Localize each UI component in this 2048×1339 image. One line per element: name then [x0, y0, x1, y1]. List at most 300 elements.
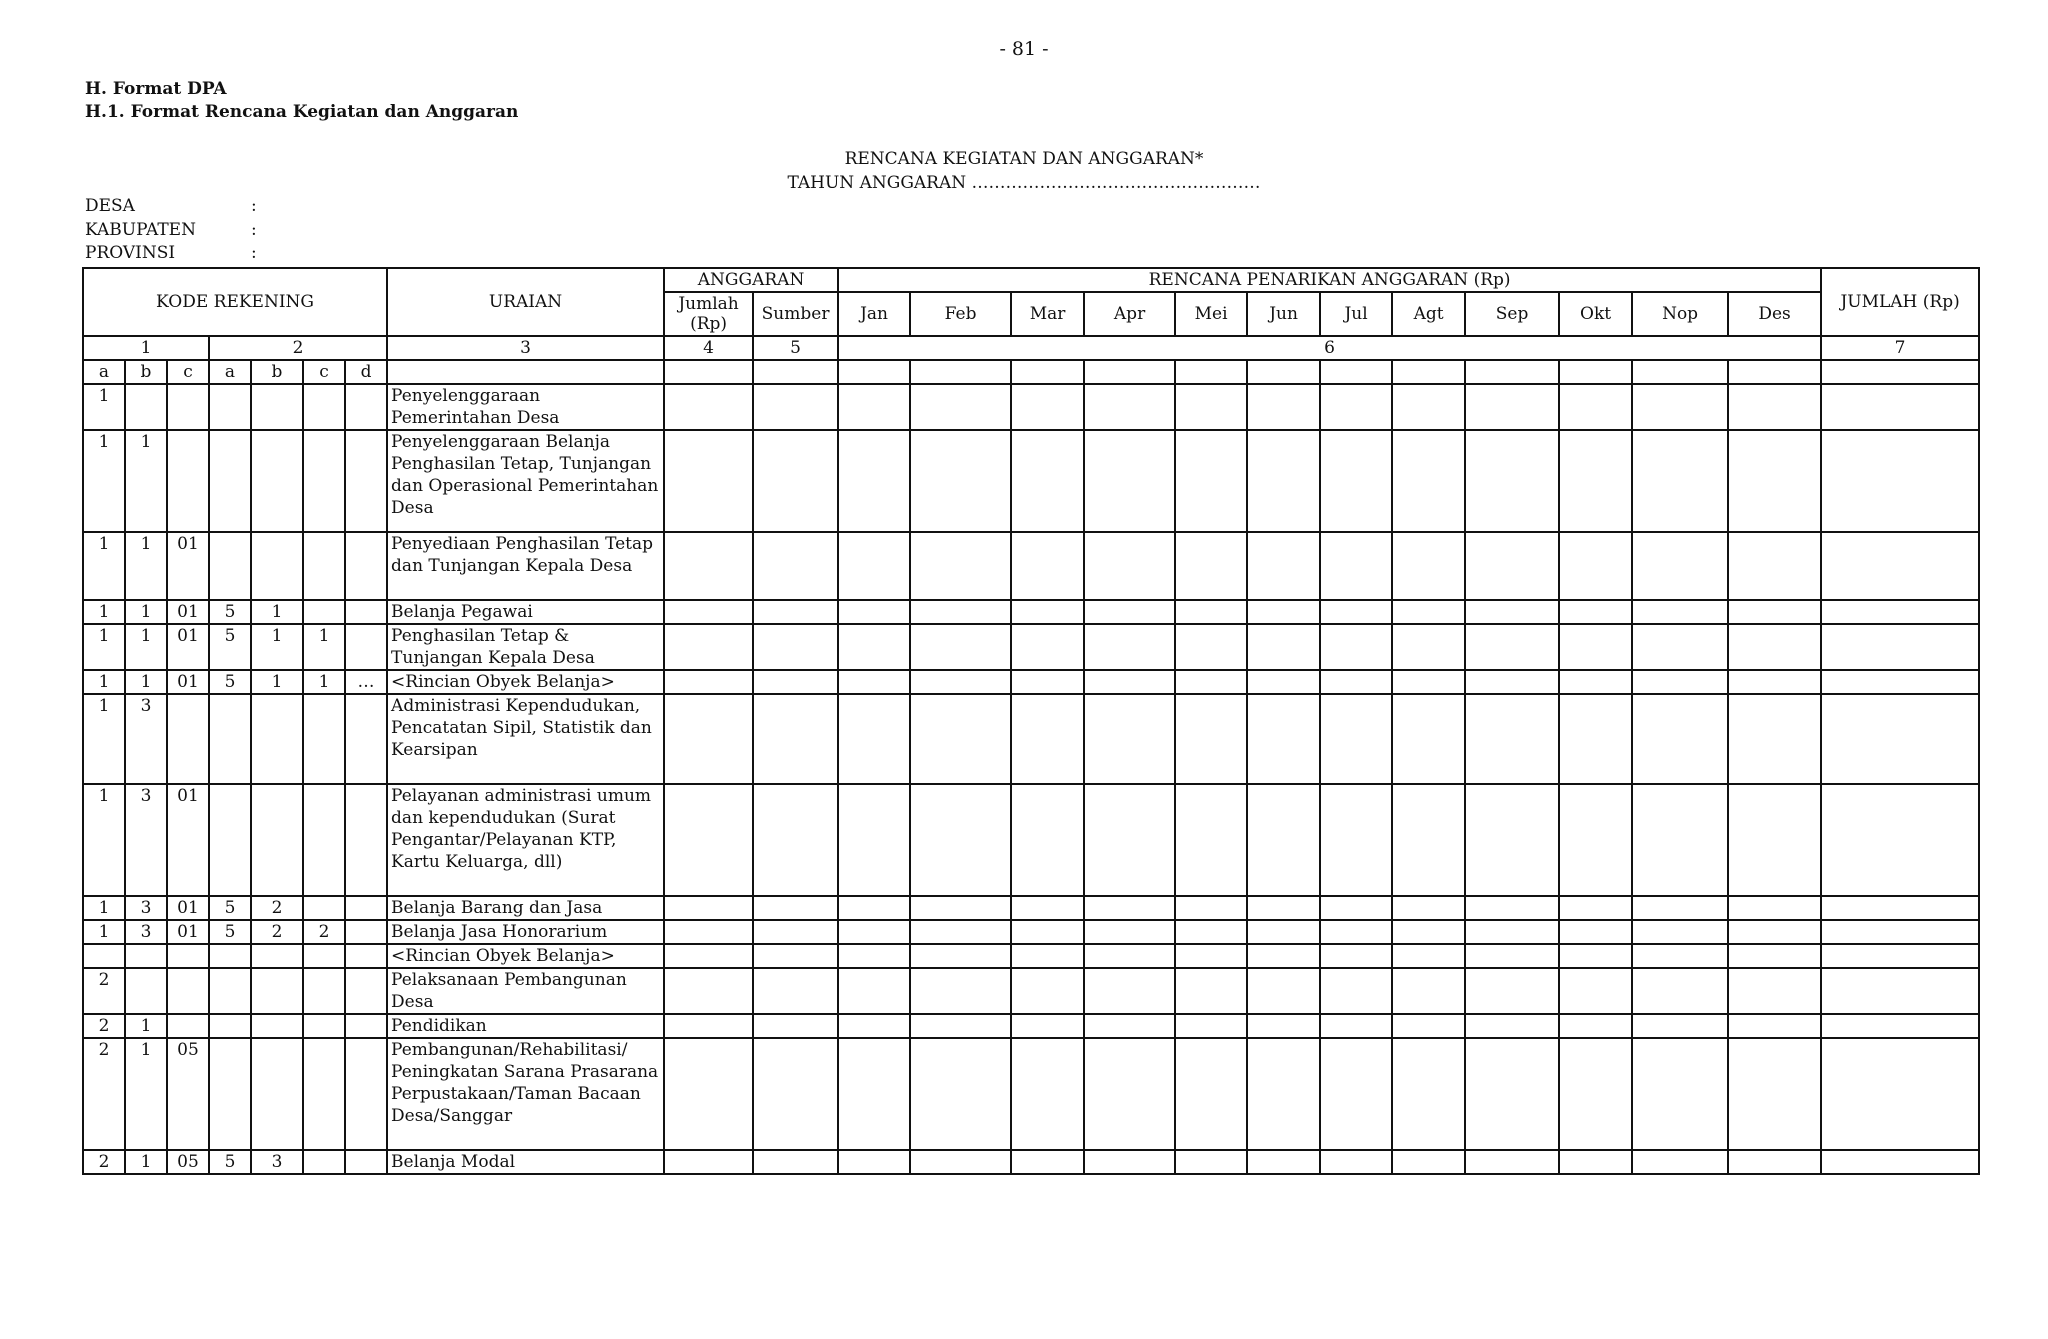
column-number: 2 [209, 336, 387, 360]
code-cell: 05 [167, 1150, 209, 1174]
desa-label: DESA [85, 196, 135, 216]
empty-cell [1084, 920, 1175, 944]
code-cell [303, 1014, 345, 1038]
provinsi-label: PROVINSI [85, 243, 176, 263]
empty-cell [910, 532, 1011, 600]
column-number: 1 [83, 336, 209, 360]
empty-cell [753, 670, 838, 694]
month-header: Apr [1084, 292, 1175, 336]
empty-cell [1632, 694, 1728, 784]
month-header: Mei [1175, 292, 1247, 336]
empty-cell [1011, 384, 1084, 430]
empty-cell [1392, 1038, 1465, 1150]
empty-cell [1084, 968, 1175, 1014]
empty-cell [1247, 1150, 1320, 1174]
empty-cell [1320, 1150, 1392, 1174]
code-cell: 01 [167, 532, 209, 600]
empty-cell [838, 1038, 910, 1150]
uraian-cell: Belanja Barang dan Jasa [387, 896, 664, 920]
document-title: RENCANA KEGIATAN DAN ANGGARAN* [844, 149, 1204, 169]
empty-cell [1465, 384, 1559, 430]
empty-cell [1247, 920, 1320, 944]
empty-cell [1320, 920, 1392, 944]
code-cell [167, 384, 209, 430]
empty-cell [1465, 624, 1559, 670]
code-cell [251, 384, 303, 430]
empty-cell [1559, 1014, 1632, 1038]
code-cell: 1 [125, 624, 167, 670]
empty-cell [1821, 532, 1979, 600]
code-letter: a [83, 360, 125, 384]
empty-cell [1559, 784, 1632, 896]
code-cell [251, 1014, 303, 1038]
code-cell: 1 [83, 784, 125, 896]
uraian-cell: Administrasi Kependudukan, Pencatatan Sipil, Statistik dan Kearsipan [387, 694, 664, 784]
code-cell [209, 384, 251, 430]
empty-cell [1247, 694, 1320, 784]
code-cell: 3 [125, 920, 167, 944]
code-cell [167, 944, 209, 968]
empty-cell [1465, 600, 1559, 624]
empty-cell [910, 360, 1011, 384]
empty-cell [1821, 624, 1979, 670]
empty-cell [1320, 532, 1392, 600]
code-cell [345, 624, 387, 670]
code-cell: 05 [167, 1038, 209, 1150]
empty-cell [1175, 1150, 1247, 1174]
provinsi-colon: : [251, 243, 257, 263]
empty-cell [1084, 1150, 1175, 1174]
empty-cell [838, 384, 910, 430]
empty-cell [1320, 1038, 1392, 1150]
empty-cell [1728, 384, 1821, 430]
code-cell [251, 1038, 303, 1150]
code-cell [251, 430, 303, 532]
code-cell [345, 384, 387, 430]
code-cell: 1 [83, 384, 125, 430]
code-cell [167, 694, 209, 784]
empty-cell [1247, 968, 1320, 1014]
empty-cell [1392, 600, 1465, 624]
empty-cell [1728, 1038, 1821, 1150]
code-cell [303, 784, 345, 896]
empty-cell [910, 1038, 1011, 1150]
empty-cell [1465, 430, 1559, 532]
code-cell [303, 430, 345, 532]
code-cell [303, 1038, 345, 1150]
empty-cell [753, 532, 838, 600]
month-header: Des [1728, 292, 1821, 336]
empty-cell [1011, 360, 1084, 384]
code-cell: 1 [251, 670, 303, 694]
code-cell: 1 [303, 624, 345, 670]
empty-cell [1175, 532, 1247, 600]
empty-cell [1465, 784, 1559, 896]
code-cell [251, 968, 303, 1014]
empty-cell [910, 430, 1011, 532]
empty-cell [664, 896, 753, 920]
table-row [83, 694, 1979, 784]
empty-cell [1175, 360, 1247, 384]
subsection-heading: H.1. Format Rencana Kegiatan dan Anggaran [85, 102, 519, 122]
empty-cell [1728, 784, 1821, 896]
empty-cell [910, 920, 1011, 944]
empty-cell [1392, 1014, 1465, 1038]
empty-cell [1247, 384, 1320, 430]
empty-cell [838, 784, 910, 896]
code-cell [209, 944, 251, 968]
empty-cell [1011, 430, 1084, 532]
empty-cell [910, 670, 1011, 694]
empty-cell [1247, 624, 1320, 670]
code-cell: 1 [83, 920, 125, 944]
empty-cell [1632, 1150, 1728, 1174]
empty-cell [1632, 968, 1728, 1014]
empty-cell [1084, 1038, 1175, 1150]
empty-cell [1175, 944, 1247, 968]
code-cell: 1 [251, 600, 303, 624]
empty-cell [387, 360, 664, 384]
month-header: Feb [910, 292, 1011, 336]
code-cell: 2 [83, 1014, 125, 1038]
empty-cell [838, 1014, 910, 1038]
empty-cell [1011, 944, 1084, 968]
code-cell: 2 [83, 1150, 125, 1174]
empty-cell [1465, 968, 1559, 1014]
empty-cell [838, 944, 910, 968]
code-cell: 1 [125, 1038, 167, 1150]
empty-cell [1559, 600, 1632, 624]
table-row [83, 920, 1979, 944]
code-cell: 01 [167, 896, 209, 920]
code-cell [251, 532, 303, 600]
empty-cell [1320, 896, 1392, 920]
empty-cell [664, 784, 753, 896]
empty-cell [838, 532, 910, 600]
empty-cell [1247, 360, 1320, 384]
empty-cell [1175, 384, 1247, 430]
empty-cell [1728, 600, 1821, 624]
empty-cell [1559, 1150, 1632, 1174]
empty-cell [664, 694, 753, 784]
code-cell: 1 [125, 1014, 167, 1038]
empty-cell [910, 968, 1011, 1014]
empty-cell [1559, 896, 1632, 920]
code-cell [209, 1038, 251, 1150]
empty-cell [1821, 694, 1979, 784]
uraian-cell: Pelayanan administrasi umum dan kependudukan (Surat Pengantar/Pelayanan KTP, Kartu Keluarga, dll) [387, 784, 664, 896]
code-cell: 1 [125, 600, 167, 624]
empty-cell [753, 784, 838, 896]
code-cell [303, 944, 345, 968]
empty-cell [1175, 920, 1247, 944]
empty-cell [1011, 670, 1084, 694]
table-row [83, 670, 1979, 694]
column-number: 3 [387, 336, 664, 360]
code-cell: 1 [83, 896, 125, 920]
code-cell [303, 694, 345, 784]
uraian-header: URAIAN [387, 268, 664, 336]
empty-cell [1392, 532, 1465, 600]
code-cell [209, 694, 251, 784]
empty-cell [753, 896, 838, 920]
empty-cell [1728, 920, 1821, 944]
empty-cell [1247, 1014, 1320, 1038]
empty-cell [664, 1014, 753, 1038]
empty-cell [1392, 624, 1465, 670]
uraian-cell: Belanja Modal [387, 1150, 664, 1174]
empty-cell [1821, 968, 1979, 1014]
empty-cell [753, 694, 838, 784]
empty-cell [1084, 694, 1175, 784]
code-cell: 1 [83, 532, 125, 600]
empty-cell [664, 670, 753, 694]
empty-cell [1728, 896, 1821, 920]
empty-cell [1011, 784, 1084, 896]
empty-cell [1728, 1014, 1821, 1038]
empty-cell [753, 430, 838, 532]
code-cell: 3 [125, 896, 167, 920]
code-cell [345, 532, 387, 600]
code-cell [345, 968, 387, 1014]
empty-cell [1247, 896, 1320, 920]
uraian-cell: Penyelenggaraan Belanja Penghasilan Tetap, Tunjangan dan Operasional Pemerintahan Desa [387, 430, 664, 532]
empty-cell [838, 624, 910, 670]
desa-colon: : [251, 196, 257, 216]
code-letter: d [345, 360, 387, 384]
month-header: Sep [1465, 292, 1559, 336]
uraian-cell: Penyelenggaraan Pemerintahan Desa [387, 384, 664, 430]
empty-cell [1011, 694, 1084, 784]
empty-cell [1320, 694, 1392, 784]
empty-cell [1728, 532, 1821, 600]
empty-cell [753, 624, 838, 670]
empty-cell [1559, 1038, 1632, 1150]
empty-cell [1320, 430, 1392, 532]
empty-cell [1728, 968, 1821, 1014]
uraian-cell: Pendidikan [387, 1014, 664, 1038]
table-row [83, 1150, 1979, 1174]
code-letter: c [167, 360, 209, 384]
code-cell: 2 [251, 920, 303, 944]
code-cell [251, 784, 303, 896]
empty-cell [1632, 360, 1728, 384]
empty-cell [1728, 1150, 1821, 1174]
empty-cell [753, 360, 838, 384]
empty-cell [1728, 670, 1821, 694]
code-cell: 01 [167, 784, 209, 896]
table-row [83, 430, 1979, 532]
empty-cell [1320, 384, 1392, 430]
table-row [83, 1014, 1979, 1038]
code-cell: 1 [303, 670, 345, 694]
code-cell [167, 968, 209, 1014]
empty-cell [1247, 1038, 1320, 1150]
empty-cell [1632, 430, 1728, 532]
empty-cell [1084, 430, 1175, 532]
empty-cell [1821, 784, 1979, 896]
empty-cell [1084, 896, 1175, 920]
empty-cell [910, 944, 1011, 968]
code-cell [303, 968, 345, 1014]
empty-cell [1175, 968, 1247, 1014]
code-cell [345, 1014, 387, 1038]
empty-cell [1392, 896, 1465, 920]
code-cell: 3 [125, 694, 167, 784]
empty-cell [1175, 896, 1247, 920]
empty-cell [1175, 1014, 1247, 1038]
empty-cell [1465, 1038, 1559, 1150]
jumlah-total-header: JUMLAH (Rp) [1821, 268, 1979, 336]
table-row [83, 896, 1979, 920]
page-number: - 81 - [999, 38, 1049, 60]
empty-cell [1011, 896, 1084, 920]
code-letter: c [303, 360, 345, 384]
empty-cell [1320, 600, 1392, 624]
code-cell [345, 920, 387, 944]
table-row [83, 600, 1979, 624]
empty-cell [1084, 360, 1175, 384]
empty-cell [753, 1014, 838, 1038]
kabupaten-label: KABUPATEN [85, 220, 196, 240]
empty-cell [1465, 532, 1559, 600]
empty-cell [910, 624, 1011, 670]
code-cell: 1 [125, 532, 167, 600]
empty-cell [1320, 360, 1392, 384]
code-cell: 5 [209, 624, 251, 670]
code-cell [345, 1038, 387, 1150]
empty-cell [1320, 784, 1392, 896]
code-cell: 3 [251, 1150, 303, 1174]
empty-cell [1320, 670, 1392, 694]
empty-cell [1632, 670, 1728, 694]
empty-cell [1559, 532, 1632, 600]
empty-cell [1559, 944, 1632, 968]
empty-cell [1011, 624, 1084, 670]
code-cell: 1 [83, 670, 125, 694]
empty-cell [664, 624, 753, 670]
sumber-header: Sumber [753, 292, 838, 336]
empty-cell [1821, 600, 1979, 624]
empty-cell [1247, 670, 1320, 694]
empty-cell [753, 1038, 838, 1150]
code-cell: … [345, 670, 387, 694]
anggaran-header: ANGGARAN [664, 268, 838, 292]
code-cell: 1 [83, 694, 125, 784]
empty-cell [664, 968, 753, 1014]
empty-cell [1392, 1150, 1465, 1174]
empty-cell [1084, 624, 1175, 670]
empty-cell [1011, 1014, 1084, 1038]
empty-cell [1821, 920, 1979, 944]
empty-cell [753, 1150, 838, 1174]
empty-cell [1821, 1014, 1979, 1038]
kode-rekening-header: KODE REKENING [83, 268, 387, 336]
empty-cell [1175, 430, 1247, 532]
empty-cell [838, 600, 910, 624]
empty-cell [753, 384, 838, 430]
code-cell: 1 [125, 430, 167, 532]
empty-cell [1559, 360, 1632, 384]
code-cell: 3 [125, 784, 167, 896]
empty-cell [1559, 670, 1632, 694]
table-row [83, 624, 1979, 670]
empty-cell [1728, 624, 1821, 670]
empty-cell [1821, 360, 1979, 384]
code-cell: 5 [209, 670, 251, 694]
empty-cell [1632, 1014, 1728, 1038]
month-header: Jan [838, 292, 910, 336]
empty-cell [1011, 1038, 1084, 1150]
code-cell [345, 944, 387, 968]
empty-cell [1011, 532, 1084, 600]
table-row [83, 1038, 1979, 1150]
code-cell [209, 532, 251, 600]
empty-cell [1559, 624, 1632, 670]
empty-cell [1632, 920, 1728, 944]
code-cell: 2 [251, 896, 303, 920]
fiscal-year-line: TAHUN ANGGARAN …………………………………………… [787, 173, 1261, 193]
empty-cell [1632, 944, 1728, 968]
empty-cell [1011, 600, 1084, 624]
code-cell [209, 968, 251, 1014]
code-cell [83, 944, 125, 968]
code-cell [345, 430, 387, 532]
empty-cell [1084, 384, 1175, 430]
empty-cell [1392, 944, 1465, 968]
empty-cell [910, 896, 1011, 920]
empty-cell [838, 670, 910, 694]
empty-cell [1465, 360, 1559, 384]
section-heading: H. Format DPA [85, 79, 227, 99]
code-cell [345, 784, 387, 896]
empty-cell [1821, 944, 1979, 968]
empty-cell [1392, 670, 1465, 694]
month-header: Jun [1247, 292, 1320, 336]
empty-cell [1247, 532, 1320, 600]
code-cell: 1 [83, 430, 125, 532]
month-header: Jul [1320, 292, 1392, 336]
empty-cell [753, 920, 838, 944]
empty-cell [1320, 968, 1392, 1014]
empty-cell [753, 944, 838, 968]
empty-cell [910, 1150, 1011, 1174]
uraian-cell: Penyediaan Penghasilan Tetap dan Tunjangan Kepala Desa [387, 532, 664, 600]
empty-cell [664, 920, 753, 944]
empty-cell [664, 430, 753, 532]
code-letter: b [251, 360, 303, 384]
code-cell [251, 694, 303, 784]
budget-plan-table [82, 267, 1980, 1175]
code-letter: a [209, 360, 251, 384]
code-cell [303, 600, 345, 624]
code-cell [303, 896, 345, 920]
uraian-cell: <Rincian Obyek Belanja> [387, 670, 664, 694]
empty-cell [1632, 624, 1728, 670]
empty-cell [1465, 670, 1559, 694]
empty-cell [1084, 784, 1175, 896]
code-letter: b [125, 360, 167, 384]
table-row [83, 944, 1979, 968]
empty-cell [838, 694, 910, 784]
empty-cell [753, 968, 838, 1014]
code-cell [251, 944, 303, 968]
empty-cell [1632, 384, 1728, 430]
empty-cell [1821, 384, 1979, 430]
code-cell: 2 [83, 1038, 125, 1150]
code-cell [303, 384, 345, 430]
empty-cell [1392, 430, 1465, 532]
